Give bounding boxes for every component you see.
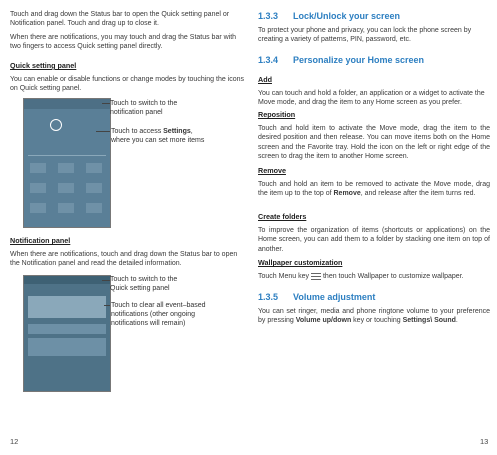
create-folders-heading: Create folders <box>258 212 307 221</box>
avatar <box>50 119 62 131</box>
remove-heading: Remove <box>258 166 286 175</box>
notification-panel-paragraph: When there are notifications, touch and drag down the Status bar to open the Notification panel and read the detailed information. <box>10 251 238 268</box>
notification-annotation-2: Touch to clear all event–based notifications (other ongoing notifications will remain) <box>111 302 206 327</box>
lock-paragraph: To protect your phone and privacy, you can lock the phone screen by creating a variety of patterns, PIN, password, etc. <box>258 27 472 44</box>
create-folders-paragraph: To improve the organization of items (shortcuts or applications) on the Home screen, you can add them to a folder by stacking one item on top of another. <box>258 227 490 253</box>
intro-paragraph-1: Touch and drag down the Status bar to open the Quick setting panel or Notification panel. Touch and drag up to close it. <box>10 11 230 28</box>
quick-annotation-1: Touch to switch to the notification panel <box>110 100 178 116</box>
quick-setting-heading: Quick setting panel <box>10 61 77 70</box>
quick-setting-screenshot <box>23 98 111 228</box>
section-volume-heading: 1.3.5 Volume adjustment <box>258 292 376 302</box>
notification-screenshot <box>23 275 111 392</box>
add-heading: Add <box>258 75 272 84</box>
notification-panel-heading: Notification panel <box>10 236 71 245</box>
remove-paragraph: Touch and hold an item to be removed to activate the Move mode, drag the item up to the top of Remove, and release after the item turns red. <box>258 181 490 198</box>
section-lock-heading: 1.3.3 Lock/Unlock your screen <box>258 11 401 21</box>
reposition-heading: Reposition <box>258 110 296 119</box>
page-number-right: 13 <box>480 437 489 446</box>
reposition-paragraph: Touch and hold item to activate the Move mode, drag the item to the desired position and then release. You can move items both on the Home screen and the Favorite tray. Hold the icon on the left or right edge of the screen to drag the item to another Home screen. <box>258 125 490 160</box>
page-number-left: 12 <box>10 437 19 446</box>
add-paragraph: You can touch and hold a folder, an application or a widget to activate the Move mode, and drag the item to any Home screen as you prefer. <box>258 90 485 107</box>
menu-key-icon <box>311 273 321 280</box>
quick-annotation-2: Touch to access Settings, where you can set more items <box>111 128 205 144</box>
intro-paragraph-2: When there are notifications, you may touch and drag the Status bar with two fingers to access Quick setting panel directly. <box>10 34 237 51</box>
notification-annotation-1: Touch to switch to the Quick setting panel <box>110 276 178 292</box>
volume-paragraph: You can set ringer, media and phone ringtone volume to your preference by pressing Volume up/down key or touching Settings\ Sound. <box>258 308 490 325</box>
wallpaper-paragraph: Touch Menu key then touch Wallpaper to customize wallpaper. <box>258 273 464 280</box>
section-home-heading: 1.3.4 Personalize your Home screen <box>258 55 425 65</box>
wallpaper-heading: Wallpaper customization <box>258 258 343 267</box>
quick-setting-paragraph: You can enable or disable functions or change modes by touching the icons on Quick setting panel. <box>10 76 245 93</box>
